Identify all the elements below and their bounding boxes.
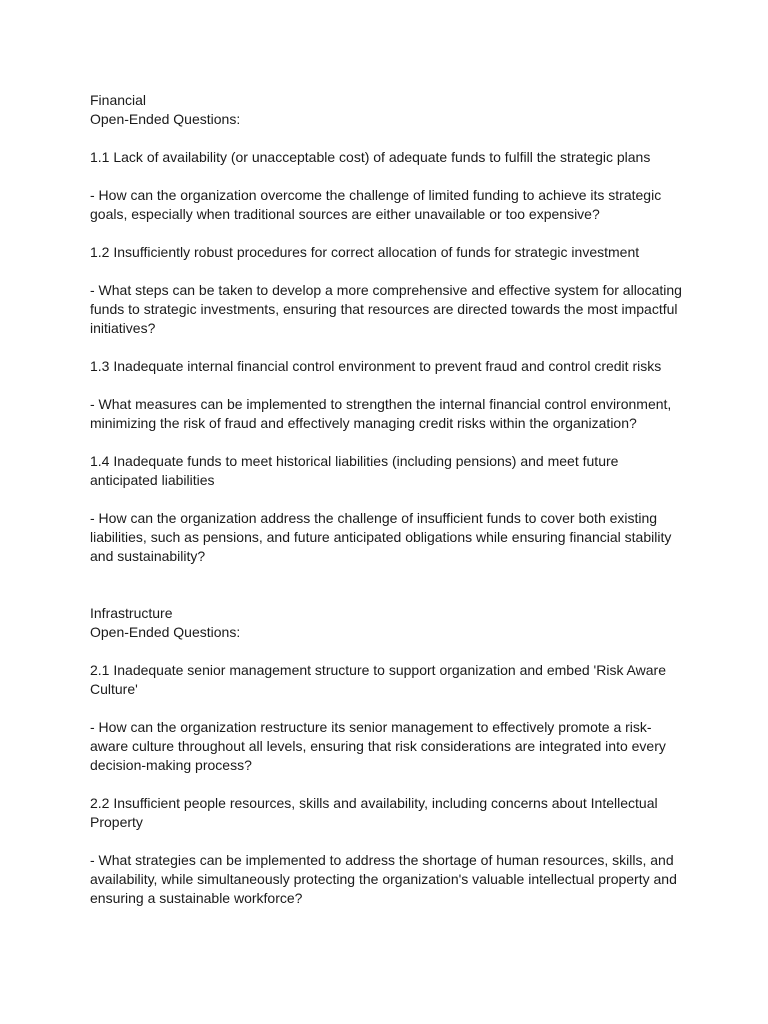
risk-item: 1.2 Insufficiently robust procedures for correct allocation of funds for strategic investment xyxy=(90,244,640,260)
question-item: - What measures can be implemented to strengthen the internal financial control environment, minimizing the risk of fraud and effectively managing credit risks within the organization? xyxy=(90,396,672,431)
question-item: - How can the organization restructure its senior management to effectively promote a risk-aware culture throughout all levels, ensuring that risk considerations are integrated into every decision-making process? xyxy=(90,719,666,773)
document-page xyxy=(90,91,686,927)
question-item: - What strategies can be implemented to address the shortage of human resources, skills, and availability, while simultaneously protecting the organization's valuable intellectual property and ensuring a sustainable workforce? xyxy=(90,852,677,906)
section-header xyxy=(90,91,686,129)
risk-item: 2.2 Insufficient people resources, skills and availability, including concerns about Intellectual Property xyxy=(90,795,658,830)
section-infrastructure xyxy=(90,604,686,908)
question-item: - How can the organization overcome the challenge of limited funding to achieve its strategic goals, especially when traditional sources are either unavailable or too expensive? xyxy=(90,187,662,222)
risk-item: 1.4 Inadequate funds to meet historical liabilities (including pensions) and meet future anticipated liabilities xyxy=(90,453,619,488)
section-header xyxy=(90,604,686,642)
risk-item: 1.3 Inadequate internal financial control environment to prevent fraud and control credit risks xyxy=(90,358,662,374)
section-heading: Financial xyxy=(90,92,147,108)
section-financial xyxy=(90,91,686,566)
risk-item: 1.1 Lack of availability (or unacceptable cost) of adequate funds to fulfill the strategic plans xyxy=(90,149,651,165)
section-spacer xyxy=(90,585,686,604)
section-subheading: Open-Ended Questions: xyxy=(90,111,241,127)
section-subheading: Open-Ended Questions: xyxy=(90,624,241,640)
question-item: - How can the organization address the challenge of insufficient funds to cover both existing liabilities, such as pensions, and future anticipated obligations while ensuring financial stability and sustainability? xyxy=(90,510,672,564)
question-item: - What steps can be taken to develop a more comprehensive and effective system for allocating funds to strategic investments, ensuring that resources are directed towards the most impactful initiatives? xyxy=(90,282,682,336)
risk-item: 2.1 Inadequate senior management structure to support organization and embed 'Risk Aware Culture' xyxy=(90,662,666,697)
section-heading: Infrastructure xyxy=(90,605,173,621)
